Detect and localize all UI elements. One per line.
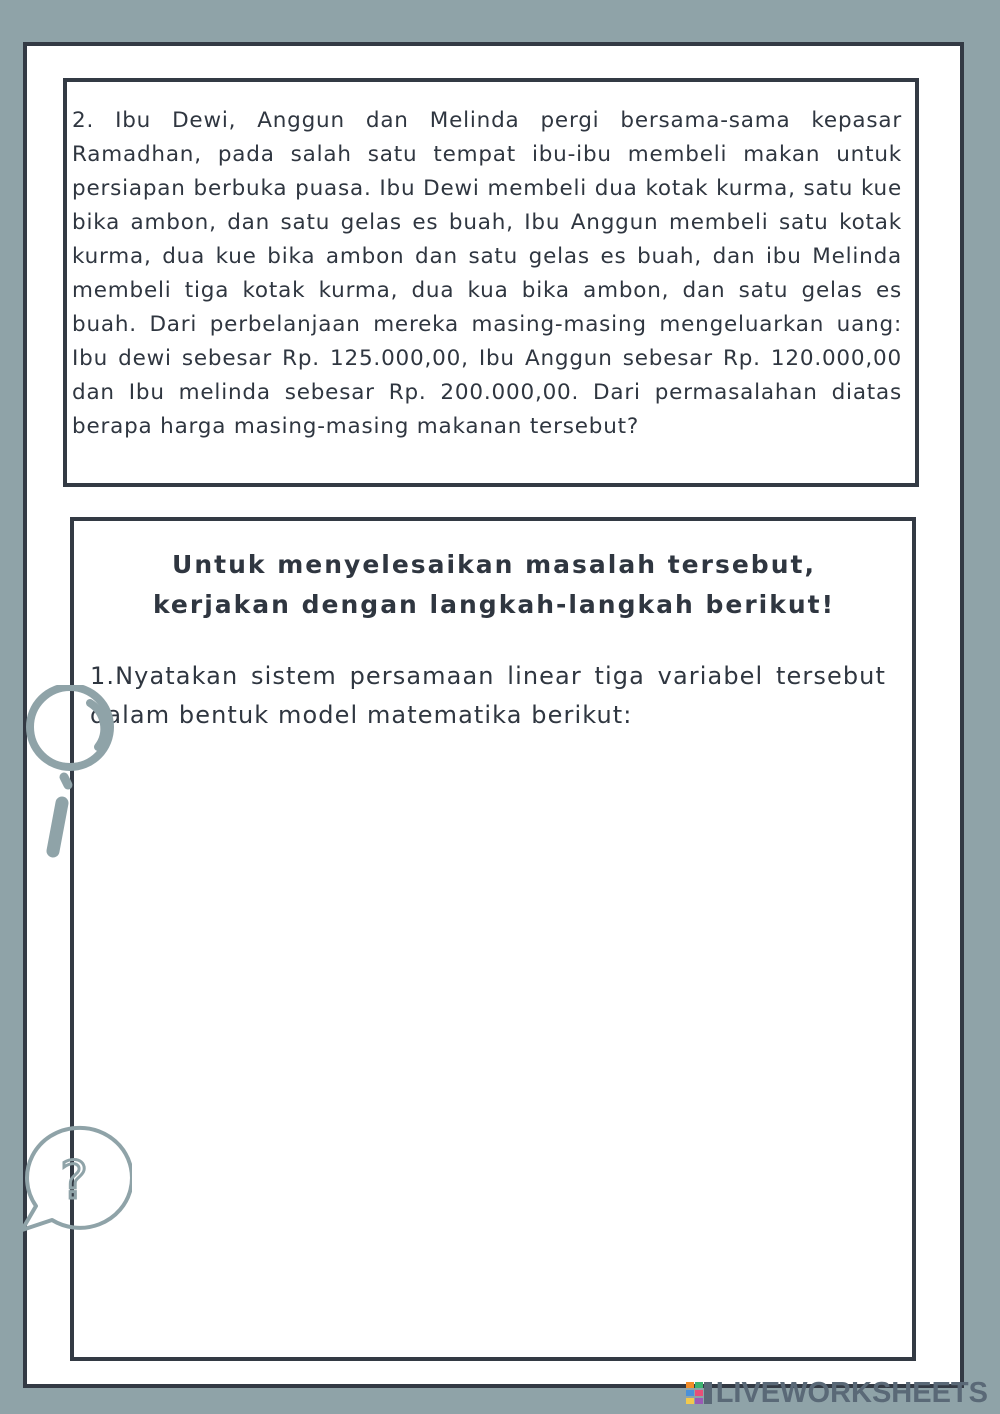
watermark-text: LIVEWORKSHEETS xyxy=(715,1376,988,1409)
step-1-number: 1. xyxy=(90,662,116,690)
problem-box xyxy=(63,78,919,487)
steps-heading: Untuk menyelesaikan masalah tersebut, kerjakan dengan langkah-langkah berikut! xyxy=(152,550,836,619)
question-speech-bubble-icon xyxy=(16,1120,132,1236)
step-1-text: Nyatakan sistem persamaan linear tiga variabel tersebut dalam bentuk model matematika berikut: xyxy=(90,662,886,729)
problem-text: 2. Ibu Dewi, Anggun dan Melinda pergi bersama-sama kepasar Ramadhan, pada salah satu tempat ibu-ibu membeli makan untuk persiapan berbuka puasa. Ibu Dewi membeli dua kotak kurma, satu kue bika ambon, dan satu gelas es buah, Ibu Anggun membeli satu kotak kurma, dua kue bika ambon dan satu gelas es buah, dan ibu Melinda membeli tiga kotak kurma, dua kua bika ambon, dan satu gelas es buah. Dari perbelanjaan mereka masing-masing mengeluarkan uang: Ibu dewi sebesar Rp. 125.000,00, Ibu Anggun sebesar Rp. 120.000,00 dan Ibu melinda sebesar Rp. 200.000,00. Dari permasalahan diatas berapa harga masing-masing makanan tersebut? xyxy=(72,108,902,439)
step-1-instruction xyxy=(90,657,886,735)
liveworksheets-logo-icon xyxy=(684,1380,714,1406)
watermark xyxy=(684,1376,988,1410)
magnifier-icon xyxy=(20,685,120,865)
question-mark: ? xyxy=(60,1151,88,1211)
steps-box xyxy=(70,517,916,1361)
